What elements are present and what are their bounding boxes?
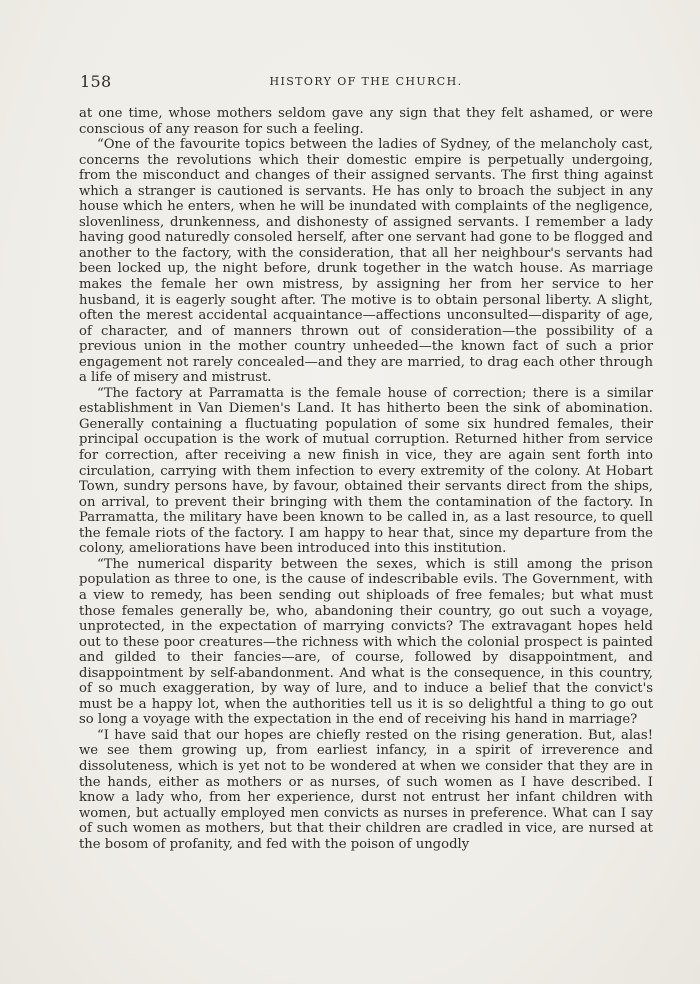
body-text	[79, 106, 653, 852]
paragraph-continuation: at one time, whose mothers seldom gave any sign that they felt ashamed, or were conscious of any reason for such a feeling.	[79, 106, 653, 137]
running-head: HISTORY OF THE CHURCH.	[269, 75, 463, 88]
page-header	[80, 72, 652, 92]
paragraph-servants: “One of the favourite topics between the ladies of Sydney, of the melancholy cast, concerns the revolutions which their domestic empire is perpetually undergoing, from the misconduct and changes of their assigned servants. The first thing against which a stranger is cautioned is servants. He has only to broach the subject in any house which he enters, when he will be inundated with complaints of the negligence, slovenliness, drunkenness, and dishonesty of assigned servants. I remember a lady having good naturedly consoled herself, after one servant had gone to be flogged and another to the factory, with the consideration, that all her neighbour's servants had been locked up, the night before, drunk together in the watch house. As marriage makes the female her own mistress, by assigning her from her service to her husband, it is eagerly sought after. The motive is to obtain personal liberty. A slight, often the merest accidental acquaintance—affections unconsulted—disparity of age, of character, and of manners thrown out of consideration—the possibility of a previous union in the mother country unheeded—the known fact of such a prior engagement not rarely concealed—and they are married, to drag each other through a life of misery and mistrust.	[79, 137, 653, 386]
paragraph-rising-generation: “I have said that our hopes are chiefly rested on the rising generation. But, alas! we see them growing up, from earliest infancy, in a spirit of irreverence and dissoluteness, which is yet not to be wondered at when we consider that they are in the hands, either as mothers or as nurses, of such women as I have described. I know a lady who, from her experience, durst not entrust her infant children with women, but actually employed men convicts as nurses in preference. What can I say of such women as mothers, but that their children are cradled in vice, are nursed at the bosom of profanity, and fed with the poison of ungodly	[79, 727, 653, 852]
paragraph-factory: “The factory at Parramatta is the female house of correction; there is a similar establishment in Van Diemen's Land. It has hitherto been the sink of abomination. Generally containing a fluctuating population of some six hundred females, their principal occupation is the work of mutual corruption. Returned hither from service for correction, after receiving a new finish in vice, they are again sent forth into circulation, carrying with them infection to every extremity of the colony. At Hobart Town, sundry persons have, by favour, obtained their servants direct from the ships, on arrival, to prevent their bringing with them the contamination of the factory. In Parramatta, the military have been known to be called in, as a last resource, to quell the female riots of the factory. I am happy to hear that, since my departure from the colony, ameliorations have been introduced into this institution.	[79, 385, 653, 557]
page-number: 158	[80, 72, 112, 91]
paragraph-disparity: “The numerical disparity between the sexes, which is still among the prison population as three to one, is the cause of indescribable evils. The Government, with a view to remedy, has been sending out shiploads of free females; but what must those females generally be, who, abandoning their country, go out such a voyage, unprotected, in the expectation of marrying convicts? The extravagant hopes held out to these poor creatures—the richness with which the colonial prospect is painted and gilded to their fancies—are, of course, followed by disappointment, and disappointment by self-abandonment. And what is the consequence, in this country, of so much exaggeration, by way of lure, and to induce a belief that the convict's must be a happy lot, when the authorities tell us it is so delightful a thing to go out so long a voyage with the expectation in the end of receiving his hand in marriage?	[79, 556, 653, 728]
